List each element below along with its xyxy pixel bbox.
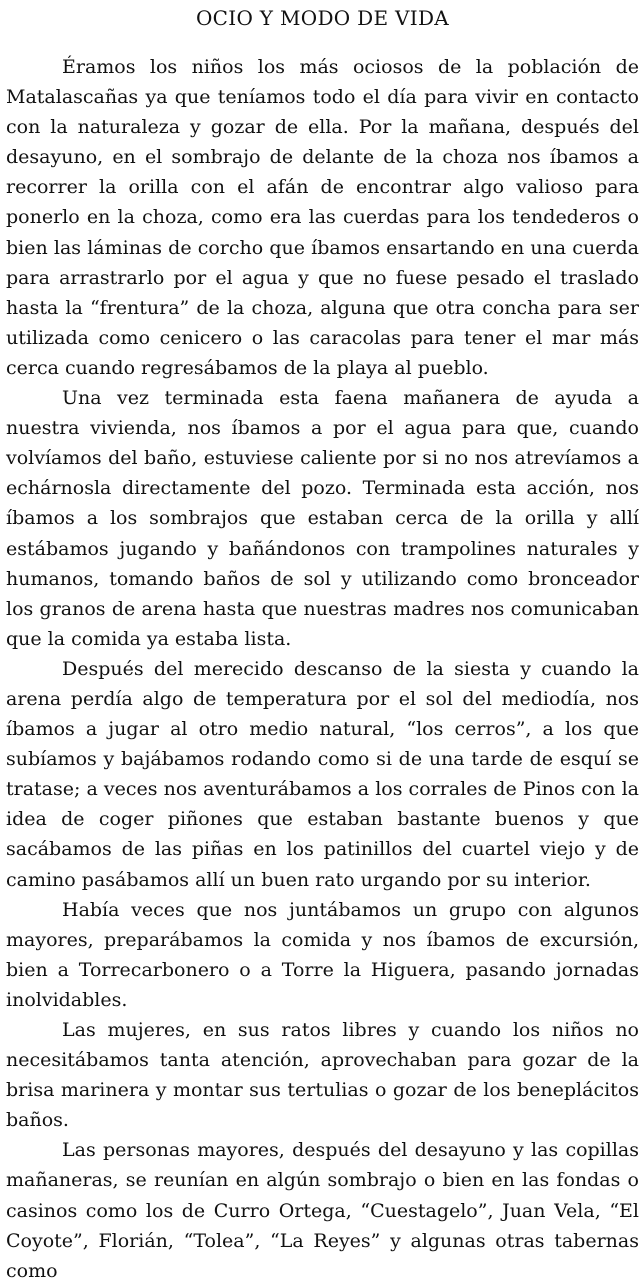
paragraph-2: Una vez terminada esta faena mañanera de ayuda a nuestra vivienda, nos íbamos a por el agua para que, cuando volvíamos del baño, estuviese caliente por si no nos atrevíamos a echárnosla directamente del pozo. Terminada esta acción, nos íbamos a los sombrajos que estaban cerca de la orilla y allí estábamos jugando y bañándonos con trampolines naturales y humanos, tomando baños de sol y utilizando como bronceador los granos de arena hasta que nuestras madres nos comunicaban que la comida ya estaba lista. [6,387,639,650]
paragraph-3: Después del merecido descanso de la siesta y cuando la arena perdía algo de temperatura por el sol del mediodía, nos íbamos a jugar al otro medio natural, “los cerros”, a los que subíamos y bajábamos rodando como si de una tarde de esquí se tratase; a veces nos aventurábamos a los corrales de Pinos con la idea de coger piñones que estaban bastante buenos y que sacábamos de las piñas en los patinillos del cuartel viejo y de camino pasábamos allí un buen rato urgando por su interior. [6,657,639,891]
paragraph-6: Las personas mayores, después del desayuno y las copillas mañaneras, se reunían en algún sombrajo o bien en las fondas o casinos como los de Curro Ortega, “Cuestagelo”, Juan Vela, “El Coyote”, Florián, “Tolea”, “La Reyes” y algunas otras tabernas como [6,1139,639,1282]
chapter-title: OCIO Y MODO DE VIDA [195,6,450,30]
paragraph-4: Había veces que nos juntábamos un grupo con algunos mayores, preparábamos la comida y nos íbamos de excursión, bien a Torrecarbonero o a Torre la Higuera, pasando jornadas inolvidables. [6,898,639,1011]
paragraph-5: Las mujeres, en sus ratos libres y cuando los niños no necesitábamos tanta atención, aprovechaban para gozar de la brisa marinera y montar sus tertulias o gozar de los beneplácitos baños. [6,1019,639,1132]
paragraph-1: Éramos los niños los más ociosos de la población de Matalascañas ya que teníamos todo el día para vivir en contacto con la naturaleza y gozar de ella. Por la mañana, después del desayuno, en el sombrajo de delante de la choza nos íbamos a recorrer la orilla con el afán de encontrar algo valioso para ponerlo en la choza, como era las cuerdas para los tendederos o bien las láminas de corcho que íbamos ensartando en una cuerda para arrastrarlo por el agua y que no fuese pesado el traslado hasta la “frentura” de la choza, alguna que otra concha para ser utilizada como cenicero o las caracolas para tener el mar más cerca cuando regresábamos de la playa al pueblo. [6,56,639,379]
